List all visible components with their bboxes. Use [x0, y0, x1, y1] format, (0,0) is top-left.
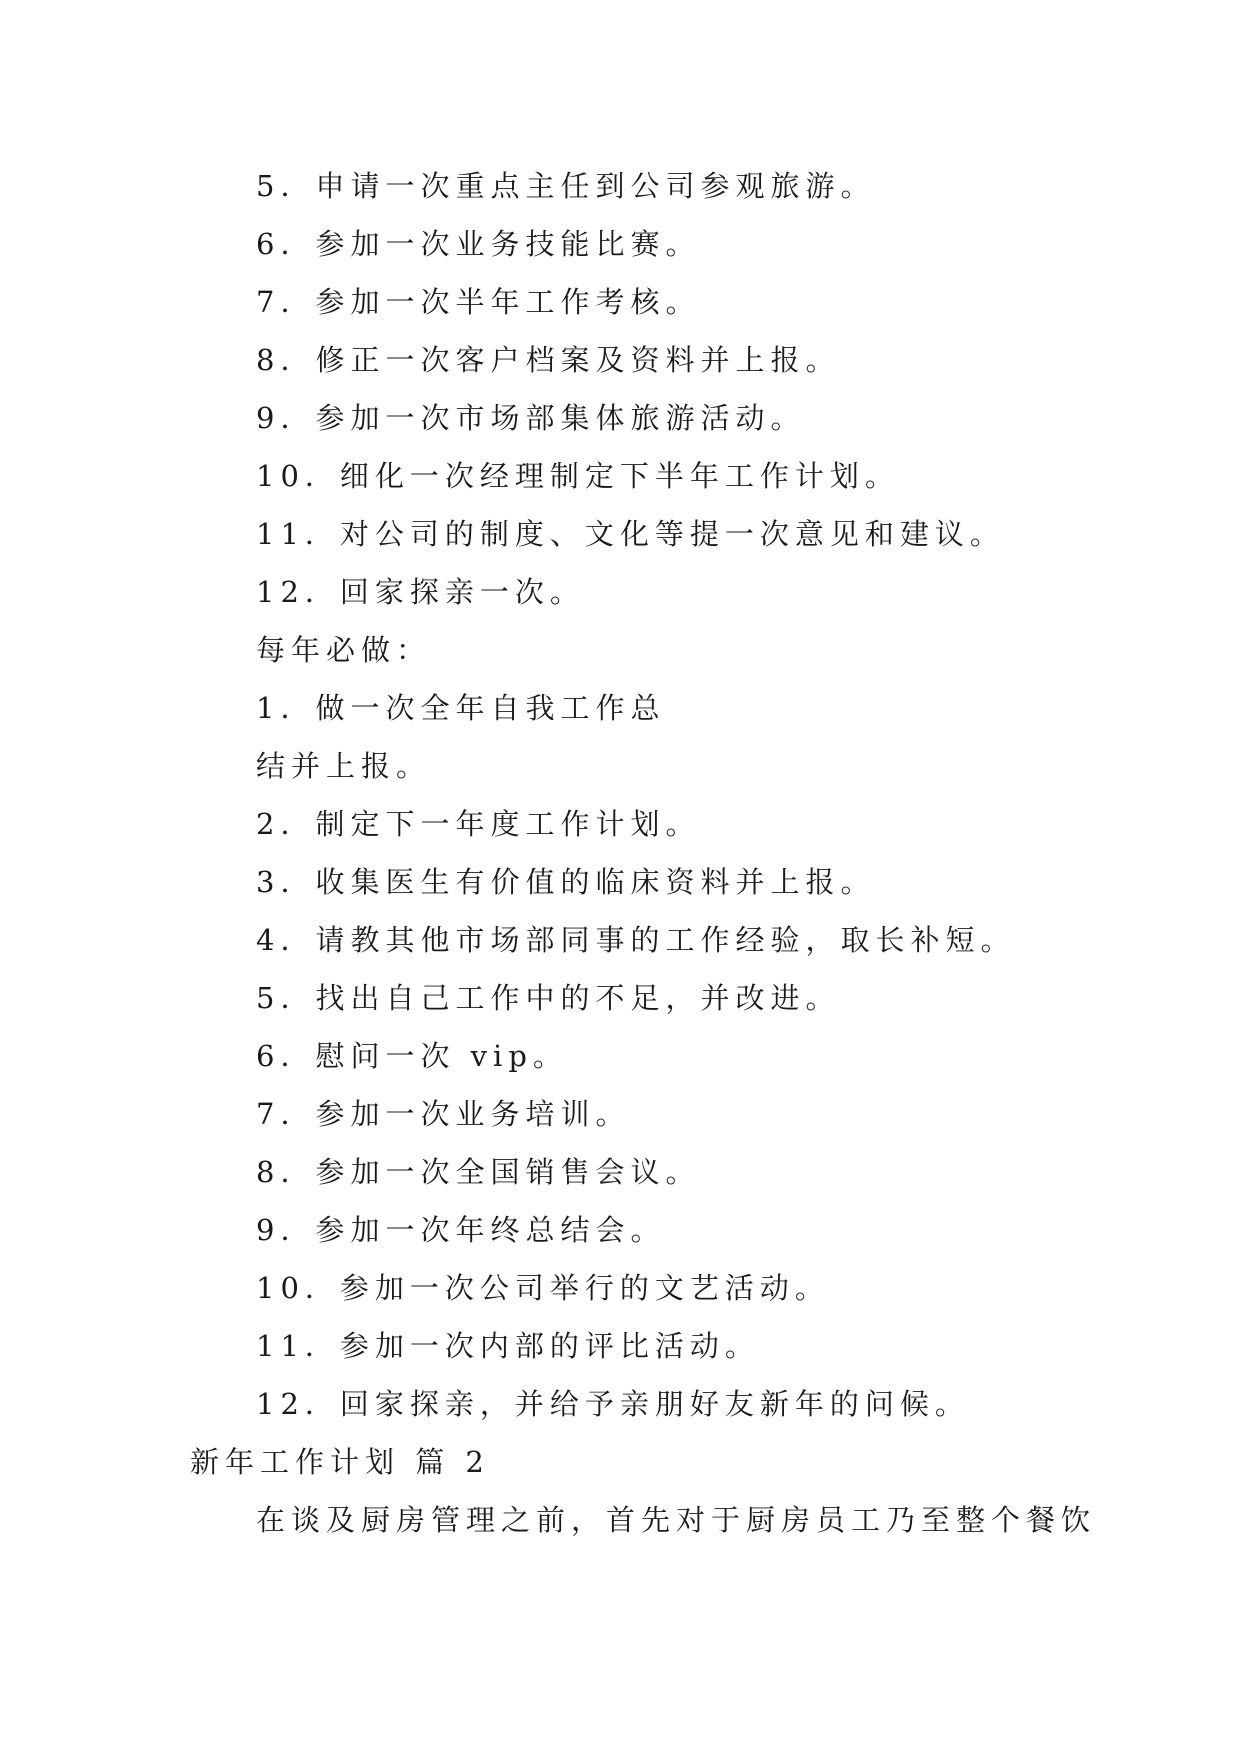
list-item: 11．参加一次内部的评比活动。	[256, 1329, 760, 1363]
list-item: 4．请教其他市场部同事的工作经验，取长补短。	[256, 923, 1016, 957]
list-item: 1．做一次全年自我工作总	[256, 691, 666, 725]
list-item: 5．申请一次重点主任到公司参观旅游。	[256, 169, 876, 203]
list-item: 8．修正一次客户档案及资料并上报。	[256, 343, 841, 377]
section-heading: 新年工作计划 篇 2	[190, 1445, 490, 1479]
list-item: 10．参加一次公司举行的文艺活动。	[256, 1271, 830, 1305]
list-item: 5．找出自己工作中的不足，并改进。	[256, 981, 841, 1015]
list-item: 6．参加一次业务技能比赛。	[256, 227, 701, 261]
list-item-continuation: 结并上报。	[256, 749, 432, 783]
list-item: 8．参加一次全国销售会议。	[256, 1155, 701, 1189]
list-item: 3．收集医生有价值的临床资料并上报。	[256, 865, 876, 899]
list-item: 6．慰问一次 vip。	[256, 1039, 568, 1073]
list-item: 12．回家探亲，并给予亲朋好友新年的问候。	[256, 1387, 970, 1421]
paragraph-text: 在谈及厨房管理之前，首先对于厨房员工乃至整个餐饮	[256, 1503, 1097, 1537]
list-item: 2．制定下一年度工作计划。	[256, 807, 701, 841]
list-item: 9．参加一次年终总结会。	[256, 1213, 666, 1247]
list-item: 12．回家探亲一次。	[256, 575, 585, 609]
list-item: 11．对公司的制度、文化等提一次意见和建议。	[256, 517, 1005, 551]
list-item: 7．参加一次业务培训。	[256, 1097, 631, 1131]
list-item: 9．参加一次市场部集体旅游活动。	[256, 401, 806, 435]
list-item: 10．细化一次经理制定下半年工作计划。	[256, 459, 900, 493]
subheading-yearly: 每年必做：	[256, 633, 432, 667]
list-item: 7．参加一次半年工作考核。	[256, 285, 701, 319]
